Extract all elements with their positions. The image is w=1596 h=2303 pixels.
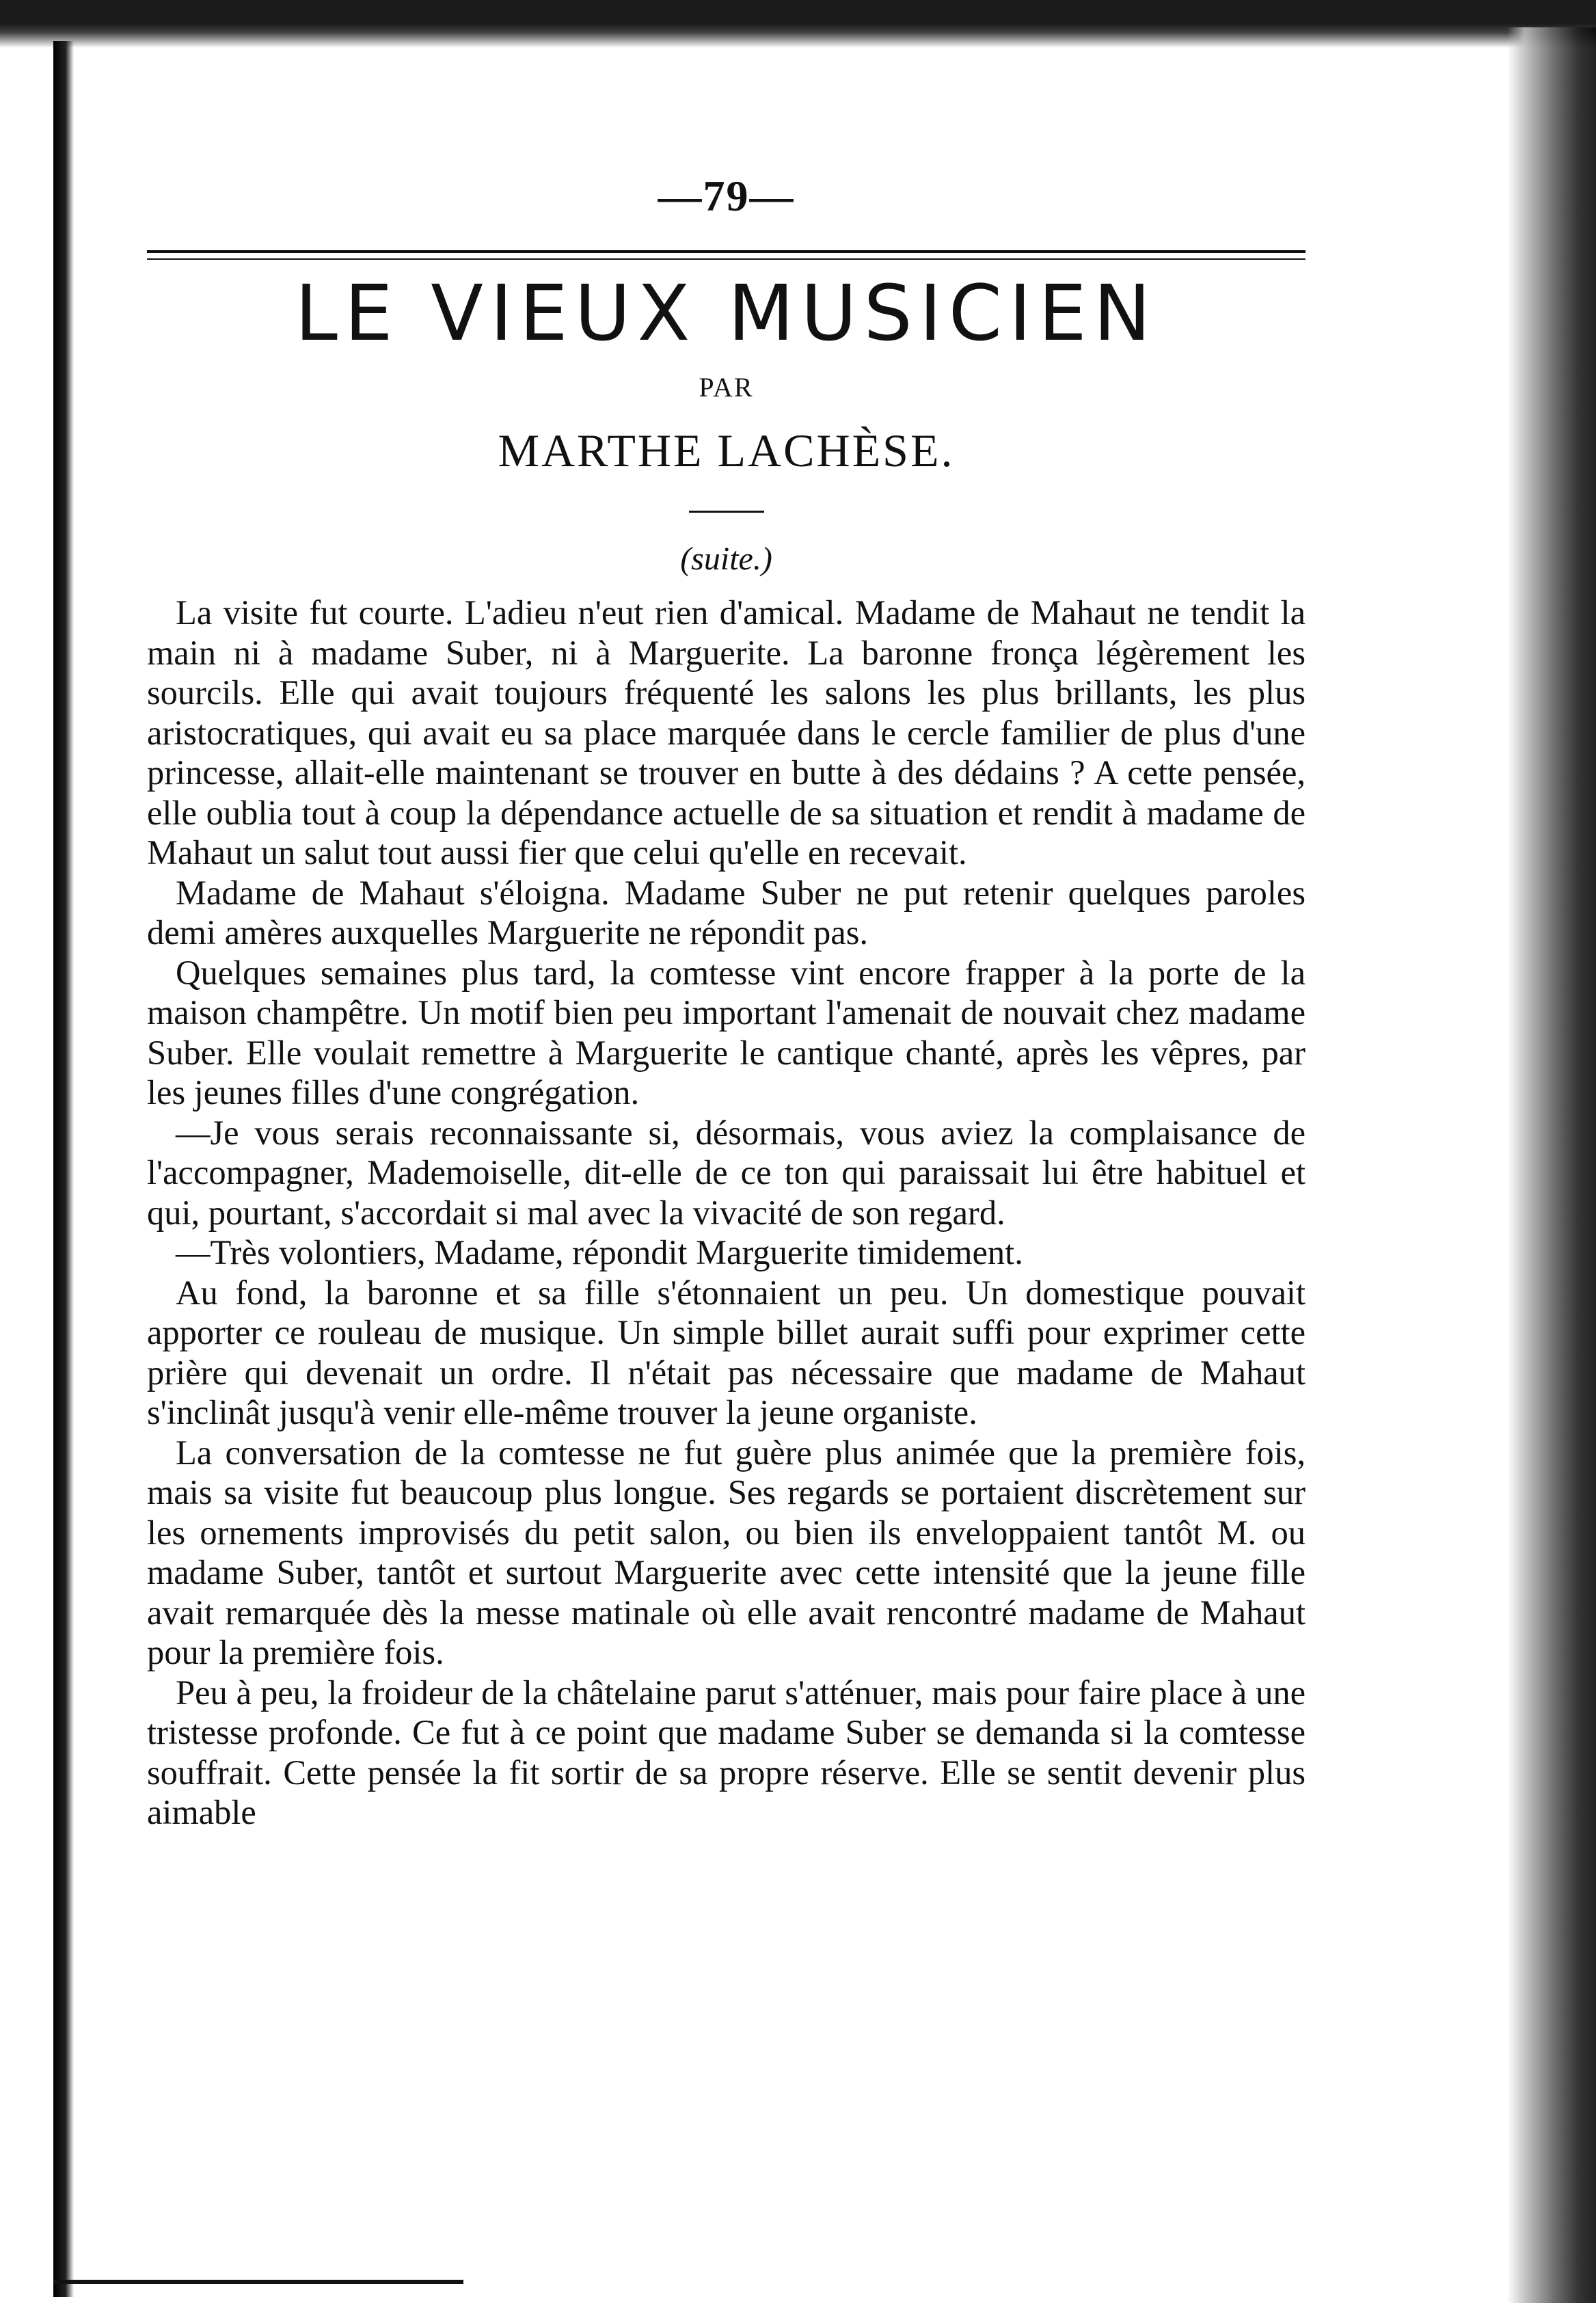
chapter-title: LE VIEUX MUSICIEN	[295, 269, 1158, 358]
paragraph: —Très volontiers, Madame, répondit Marguerite timidement.	[176, 1233, 1023, 1272]
paragraph: Peu à peu, la froideur de la châtelaine parut s'atténuer, mais pour faire place à une tristesse profonde. Ce fut à ce point que madame Suber se demanda si la comtesse souffrait. Cette pensée la fit sortir de sa propre réserve. Elle se sentit devenir plus aimable	[147, 1673, 1306, 1832]
scan-edge-left	[53, 41, 74, 2297]
subtitle: (suite.)	[680, 541, 772, 578]
title-rule	[147, 250, 1306, 260]
byline: PAR	[699, 372, 754, 403]
author-name: MARTHE LACHÈSE.	[498, 425, 955, 477]
paragraph: La visite fut courte. L'adieu n'eut rien d'amical. Madame de Mahaut ne tendit la main ni à madame Suber, ni à Marguerite. La baronne fronça légèrement les sourcils. Elle qui avait toujours fréquenté les salons les plus brillants, les plus aristocratiques, qui avait eu sa place marquée dans le cercle familier de plus d'une princesse, allait-elle maintenant se trouver en butte à des dédains ? A cette pensée, elle oublia tout à coup la dépendance actuelle de sa situation et rendit à madame de Mahaut un salut tout aussi fier que celui qu'elle en recevait.	[147, 593, 1306, 872]
paragraph: Au fond, la baronne et sa fille s'étonnaient un peu. Un domestique pouvait apporter ce rouleau de musique. Un simple billet aurait suffi pour exprimer cette prière qui devenait un ordre. Il n'était pas nécessaire que madame de Mahaut s'inclinât jusqu'à venir elle-même trouver la jeune organiste.	[147, 1273, 1306, 1432]
scan-edge-bottom	[53, 2280, 463, 2284]
page-number: —79—	[658, 172, 795, 220]
section-rule	[689, 511, 764, 513]
scan-edge-right	[1507, 27, 1596, 2303]
scan-edge-top	[0, 0, 1596, 48]
paragraph: Quelques semaines plus tard, la comtesse vint encore frapper à la porte de la maison champêtre. Un motif bien peu important l'amenait de nouvait chez madame Suber. Elle voulait remettre à Marguerite le cantique chanté, après les vêpres, par les jeunes filles d'une congrégation.	[147, 953, 1306, 1112]
paragraph: La conversation de la comtesse ne fut guère plus animée que la première fois, mais sa visite fut beaucoup plus longue. Ses regards se portaient discrètement sur les ornements improvisés du petit salon, ou bien ils enveloppaient tantôt M. ou madame Suber, tantôt et surtout Marguerite avec cette intensité que la jeune fille avait remarquée dès la messe matinale où elle avait rencontré madame de Mahaut pour la première fois.	[147, 1433, 1306, 1672]
page	[147, 171, 1306, 1833]
paragraph: —Je vous serais reconnaissante si, désormais, vous aviez la complaisance de l'accompagner, Mademoiselle, dit-elle de ce ton qui paraissait lui être habituel et qui, pourtant, s'accordait si mal avec la vivacité de son regard.	[147, 1113, 1306, 1232]
body-text	[147, 593, 1306, 1833]
paragraph: Madame de Mahaut s'éloigna. Madame Suber ne put retenir quelques paroles demi amères auxquelles Marguerite ne répondit pas.	[147, 873, 1306, 952]
